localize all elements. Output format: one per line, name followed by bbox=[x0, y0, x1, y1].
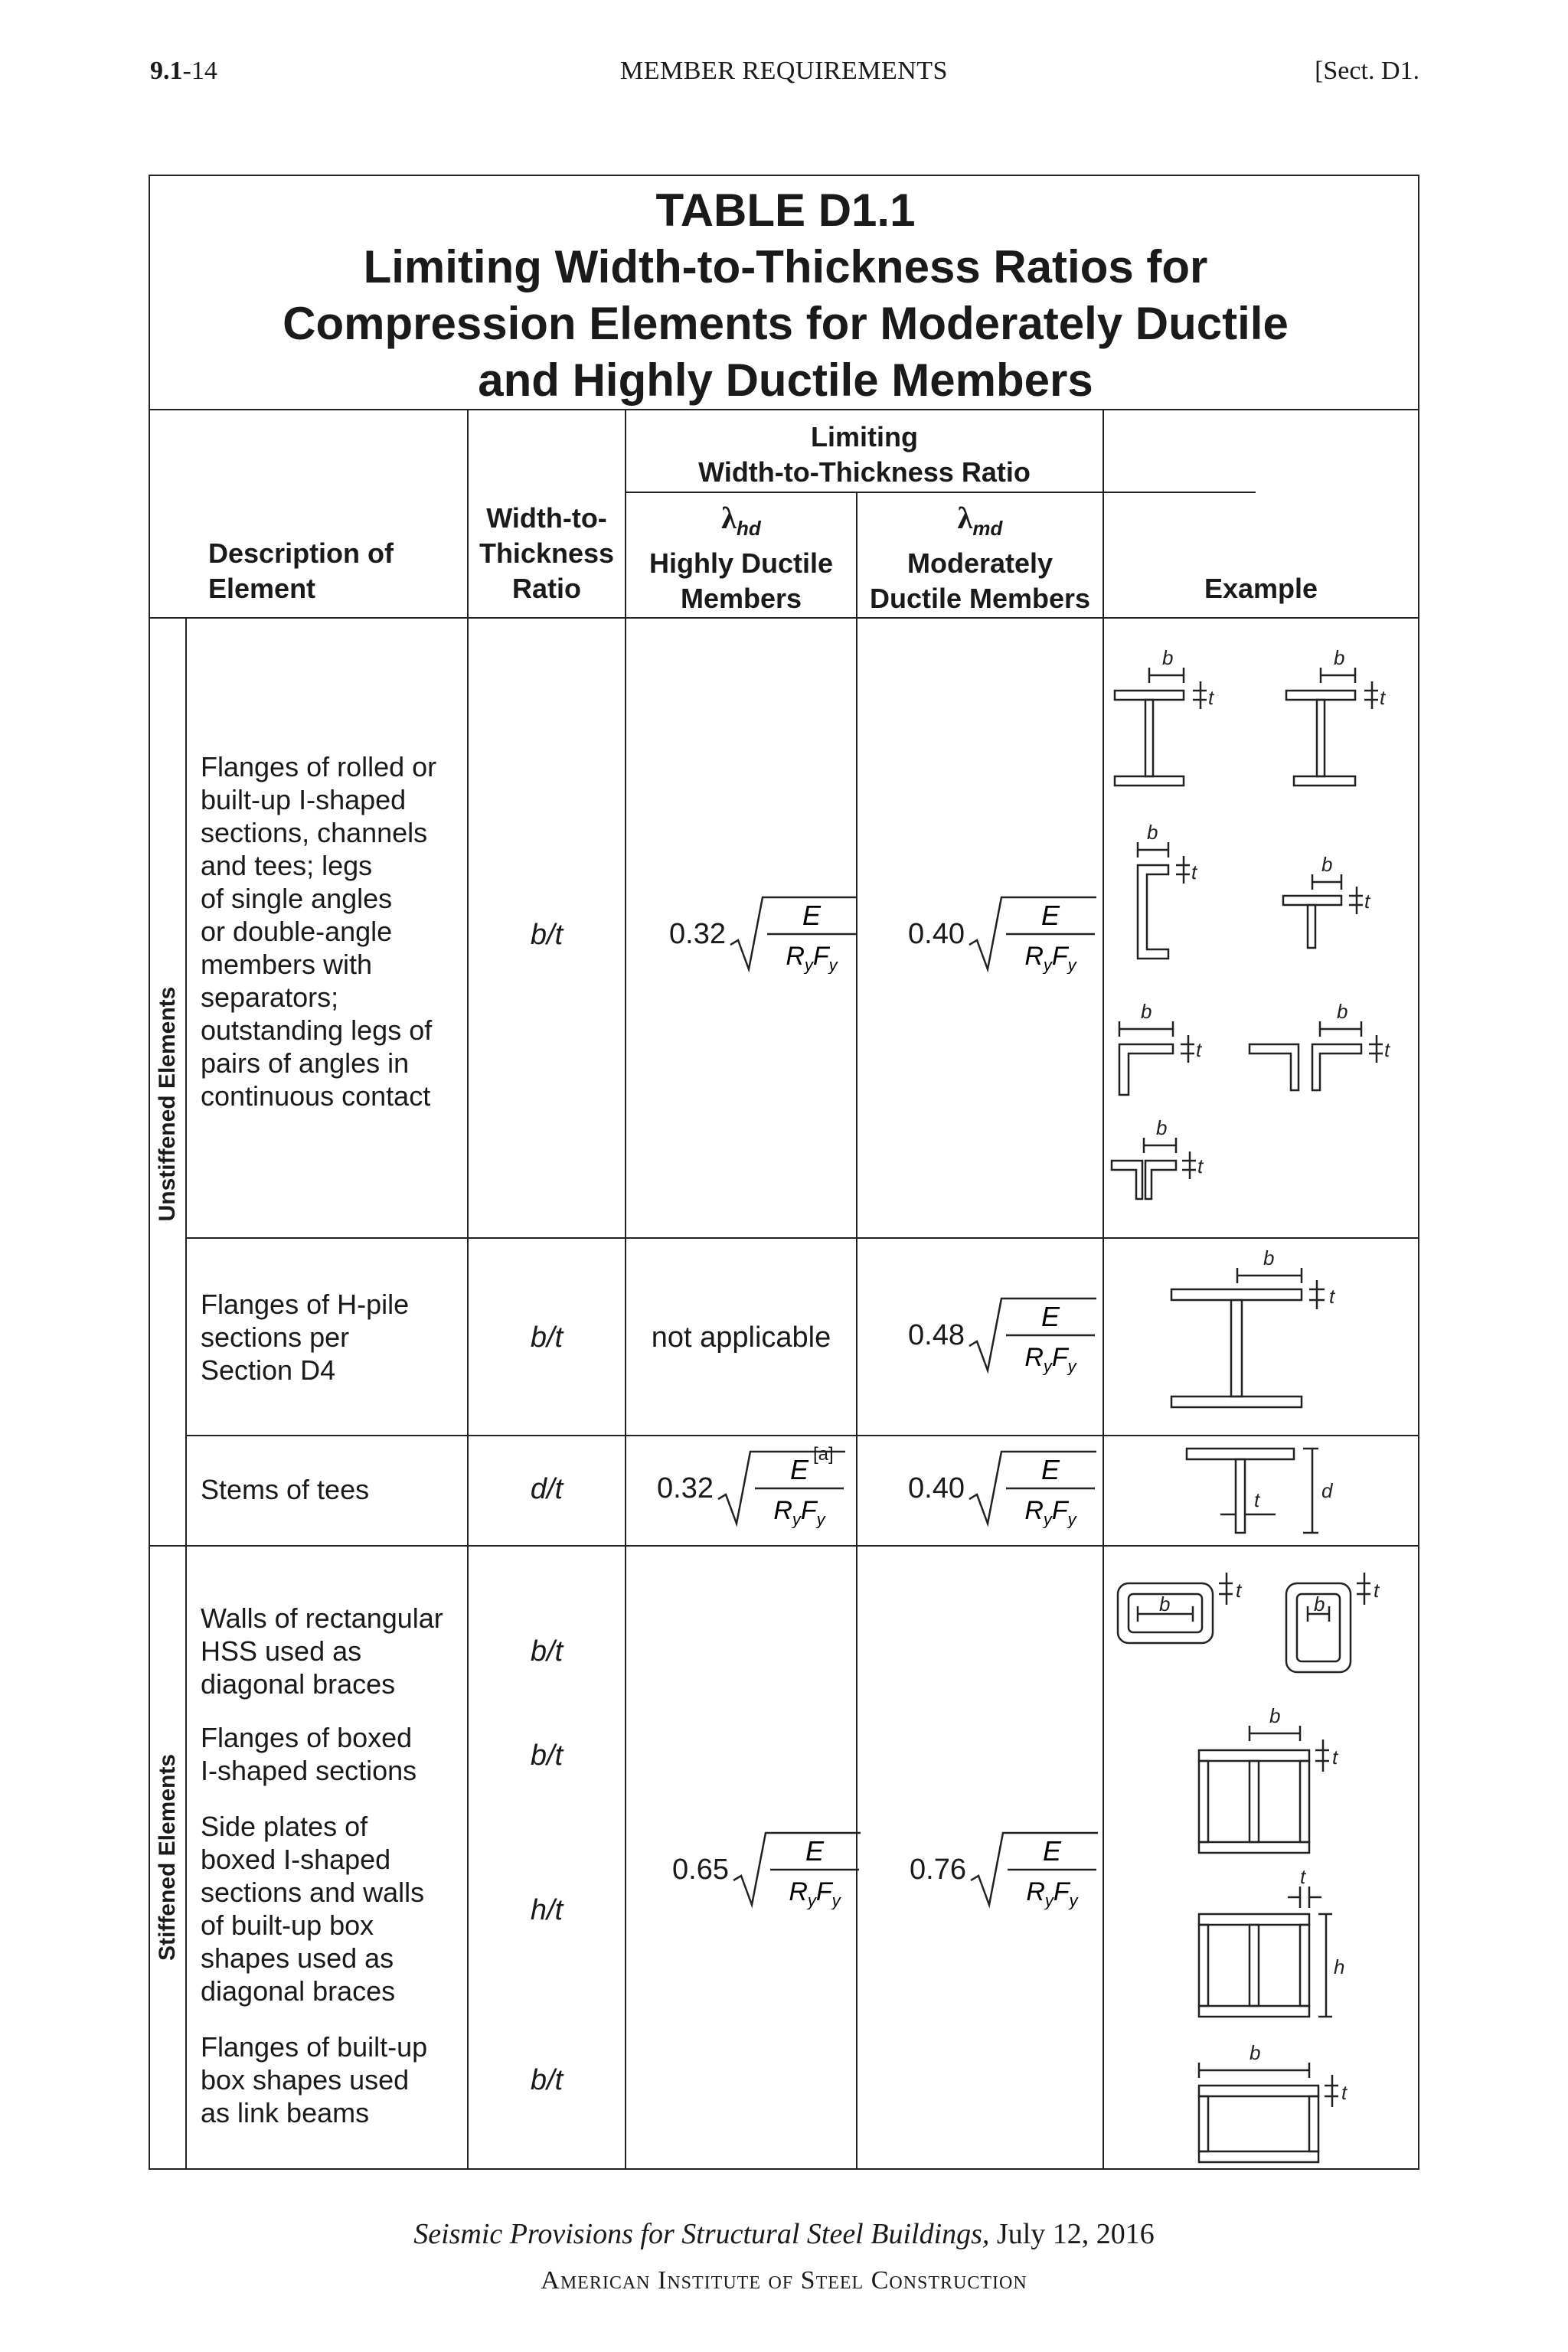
rule-col-hd bbox=[625, 410, 626, 2168]
svg-text:t: t bbox=[1197, 1155, 1204, 1178]
svg-text:RyFy: $R_yF_y$ bbox=[1024, 942, 1076, 974]
svg-text:t: t bbox=[1364, 890, 1370, 913]
svg-text:b: b bbox=[1250, 2041, 1261, 2064]
svg-text:t: t bbox=[1332, 1746, 1338, 1769]
svg-text:b: b bbox=[1337, 1000, 1348, 1023]
row3-ratio: d/t bbox=[530, 1473, 564, 1505]
row3-md-formula: 0.40 E $R_yF_y$ bbox=[908, 1449, 1098, 1528]
svg-text:t: t bbox=[1384, 1038, 1390, 1061]
svg-text:E: E bbox=[1040, 1301, 1060, 1332]
svg-text:RyFy: $R_yF_y$ bbox=[1024, 1343, 1076, 1375]
row4a-ratio: b/t bbox=[530, 1635, 564, 1668]
svg-text:t: t bbox=[1208, 686, 1214, 709]
svg-text:E: E bbox=[789, 1454, 808, 1485]
svg-text:E: E bbox=[802, 900, 821, 931]
svg-text:b: b bbox=[1141, 1000, 1152, 1023]
svg-text:RyFy: $R_yF_y$ bbox=[789, 1877, 841, 1909]
header-highly-ductile: $\lambda_{hd}$ Highly Ductile Members bbox=[648, 501, 834, 614]
svg-text:b: b bbox=[1321, 853, 1333, 876]
svg-text:RyFy: $R_yF_y$ bbox=[1026, 1877, 1078, 1909]
table-caption-line: Limiting Width-to-Thickness Ratios for bbox=[363, 241, 1208, 292]
row2-md-formula: 0.48 E $R_yF_y$ bbox=[908, 1295, 1098, 1375]
svg-text:RyFy: $R_yF_y$ bbox=[773, 1496, 825, 1528]
rule-title bbox=[150, 409, 1418, 410]
svg-text:t: t bbox=[1236, 1579, 1242, 1602]
svg-text:d: d bbox=[1321, 1479, 1333, 1502]
rule-row3 bbox=[150, 1545, 1418, 1547]
section-reference: [Sect. D1. bbox=[1315, 57, 1419, 85]
svg-text:RyFy: $R_yF_y$ bbox=[786, 942, 838, 974]
footer-publication: Seismic Provisions for Structural Steel Buildings, July 12, 2016 bbox=[413, 2218, 1155, 2250]
row4b-description: Flanges of boxed I-shaped sections bbox=[201, 1722, 417, 1786]
svg-text:t: t bbox=[1374, 1579, 1380, 1602]
row4-example-shapes bbox=[1107, 1550, 1416, 2167]
svg-text:b: b bbox=[1314, 1592, 1325, 1615]
svg-text:t: t bbox=[1300, 1865, 1306, 1888]
svg-text:t: t bbox=[1191, 861, 1197, 884]
table-caption-line: Compression Elements for Moderately Ductile bbox=[283, 298, 1289, 349]
rule-col-example bbox=[1102, 410, 1104, 2168]
row4c-description: Side plates of boxed I-shaped sections and walls of built-up box shapes used as diagonal braces bbox=[201, 1811, 425, 2007]
group-label-unstiffened: Unstiffened Elements bbox=[155, 986, 180, 1222]
svg-text:b: b bbox=[1269, 1704, 1281, 1727]
svg-text:h: h bbox=[1334, 1955, 1345, 1978]
svg-text:b: b bbox=[1156, 1116, 1168, 1139]
chapter-title: MEMBER REQUIREMENTS bbox=[620, 57, 948, 85]
header-description: Description of Element bbox=[208, 537, 394, 604]
row4c-ratio: h/t bbox=[530, 1894, 564, 1926]
row2-ratio: b/t bbox=[530, 1321, 564, 1354]
row4-md-formula: 0.76 E $R_yF_y$ bbox=[910, 1830, 1099, 1909]
header-moderately-ductile: $\lambda_{md}$ Moderately Ductile Members bbox=[869, 501, 1091, 614]
row1-example-shapes bbox=[1107, 628, 1416, 1234]
row3-example-tee-stem bbox=[1107, 1439, 1416, 1542]
row2-example-hpile bbox=[1107, 1242, 1416, 1432]
table-title: TABLE D1.1 bbox=[655, 185, 916, 236]
row1-description: Flanges of rolled or built-up I-shaped sections, channels and tees; legs of single angles or double-angle members with separators; outstanding legs of pairs of angles in continuous contact bbox=[201, 751, 437, 1112]
svg-text:E: E bbox=[1040, 900, 1060, 931]
table-caption-line: and Highly Ductile Members bbox=[478, 354, 1093, 406]
running-head bbox=[0, 57, 1568, 95]
svg-text:E: E bbox=[805, 1835, 824, 1867]
rule-col-md bbox=[856, 493, 858, 2168]
rule-header bbox=[150, 617, 1418, 619]
rule-limiting bbox=[625, 492, 1256, 493]
svg-text:b: b bbox=[1263, 1246, 1275, 1269]
header-limiting: Limiting Width-to-Thickness Ratio bbox=[698, 421, 1031, 488]
svg-text:t: t bbox=[1380, 686, 1386, 709]
footer-publisher: American Institute of Steel Construction bbox=[541, 2266, 1027, 2295]
header-example: Example bbox=[1204, 573, 1318, 604]
row4d-description: Flanges of built-up box shapes used as link beams bbox=[201, 2031, 428, 2128]
rule-group-col bbox=[185, 619, 187, 2168]
table-d1-1 bbox=[149, 175, 1419, 2170]
row3-hd-formula: 0.32 E $R_yF_y$ [a] bbox=[657, 1449, 847, 1528]
svg-text:b: b bbox=[1147, 821, 1158, 844]
row3-description: Stems of tees bbox=[201, 1474, 370, 1505]
row4d-ratio: b/t bbox=[530, 2064, 564, 2096]
svg-text:b: b bbox=[1334, 646, 1345, 669]
row3-hd-footnote-marker: [a] bbox=[813, 1444, 834, 1465]
rule-row2 bbox=[185, 1435, 1418, 1436]
row1-hd-formula: 0.32 E $R_yF_y$ bbox=[669, 894, 859, 974]
row1-md-formula: 0.40 E $R_yF_y$ bbox=[908, 894, 1098, 974]
svg-text:b: b bbox=[1162, 646, 1174, 669]
svg-text:t: t bbox=[1196, 1038, 1202, 1061]
row2-description: Flanges of H-pile sections per Section D4 bbox=[201, 1289, 410, 1386]
svg-text:t: t bbox=[1254, 1488, 1260, 1511]
svg-text:E: E bbox=[1040, 1454, 1060, 1485]
row4a-description: Walls of rectangular HSS used as diagonal braces bbox=[201, 1602, 443, 1700]
rule-row1 bbox=[185, 1237, 1418, 1239]
svg-text:E: E bbox=[1042, 1835, 1061, 1867]
svg-text:t: t bbox=[1341, 2081, 1348, 2104]
row4b-ratio: b/t bbox=[530, 1740, 564, 1772]
page-number: 9.1-14 bbox=[150, 57, 217, 85]
row2-hd-not-applicable: not applicable bbox=[651, 1321, 831, 1354]
group-label-stiffened: Stiffened Elements bbox=[155, 1753, 180, 1962]
svg-text:RyFy: $R_yF_y$ bbox=[1024, 1496, 1076, 1528]
svg-text:t: t bbox=[1329, 1285, 1335, 1308]
row1-ratio: b/t bbox=[530, 919, 564, 951]
svg-text:b: b bbox=[1159, 1592, 1171, 1615]
header-ratio: Width-to- Thickness Ratio bbox=[479, 502, 615, 604]
row4-hd-formula: 0.65 E $R_yF_y$ bbox=[672, 1830, 862, 1909]
